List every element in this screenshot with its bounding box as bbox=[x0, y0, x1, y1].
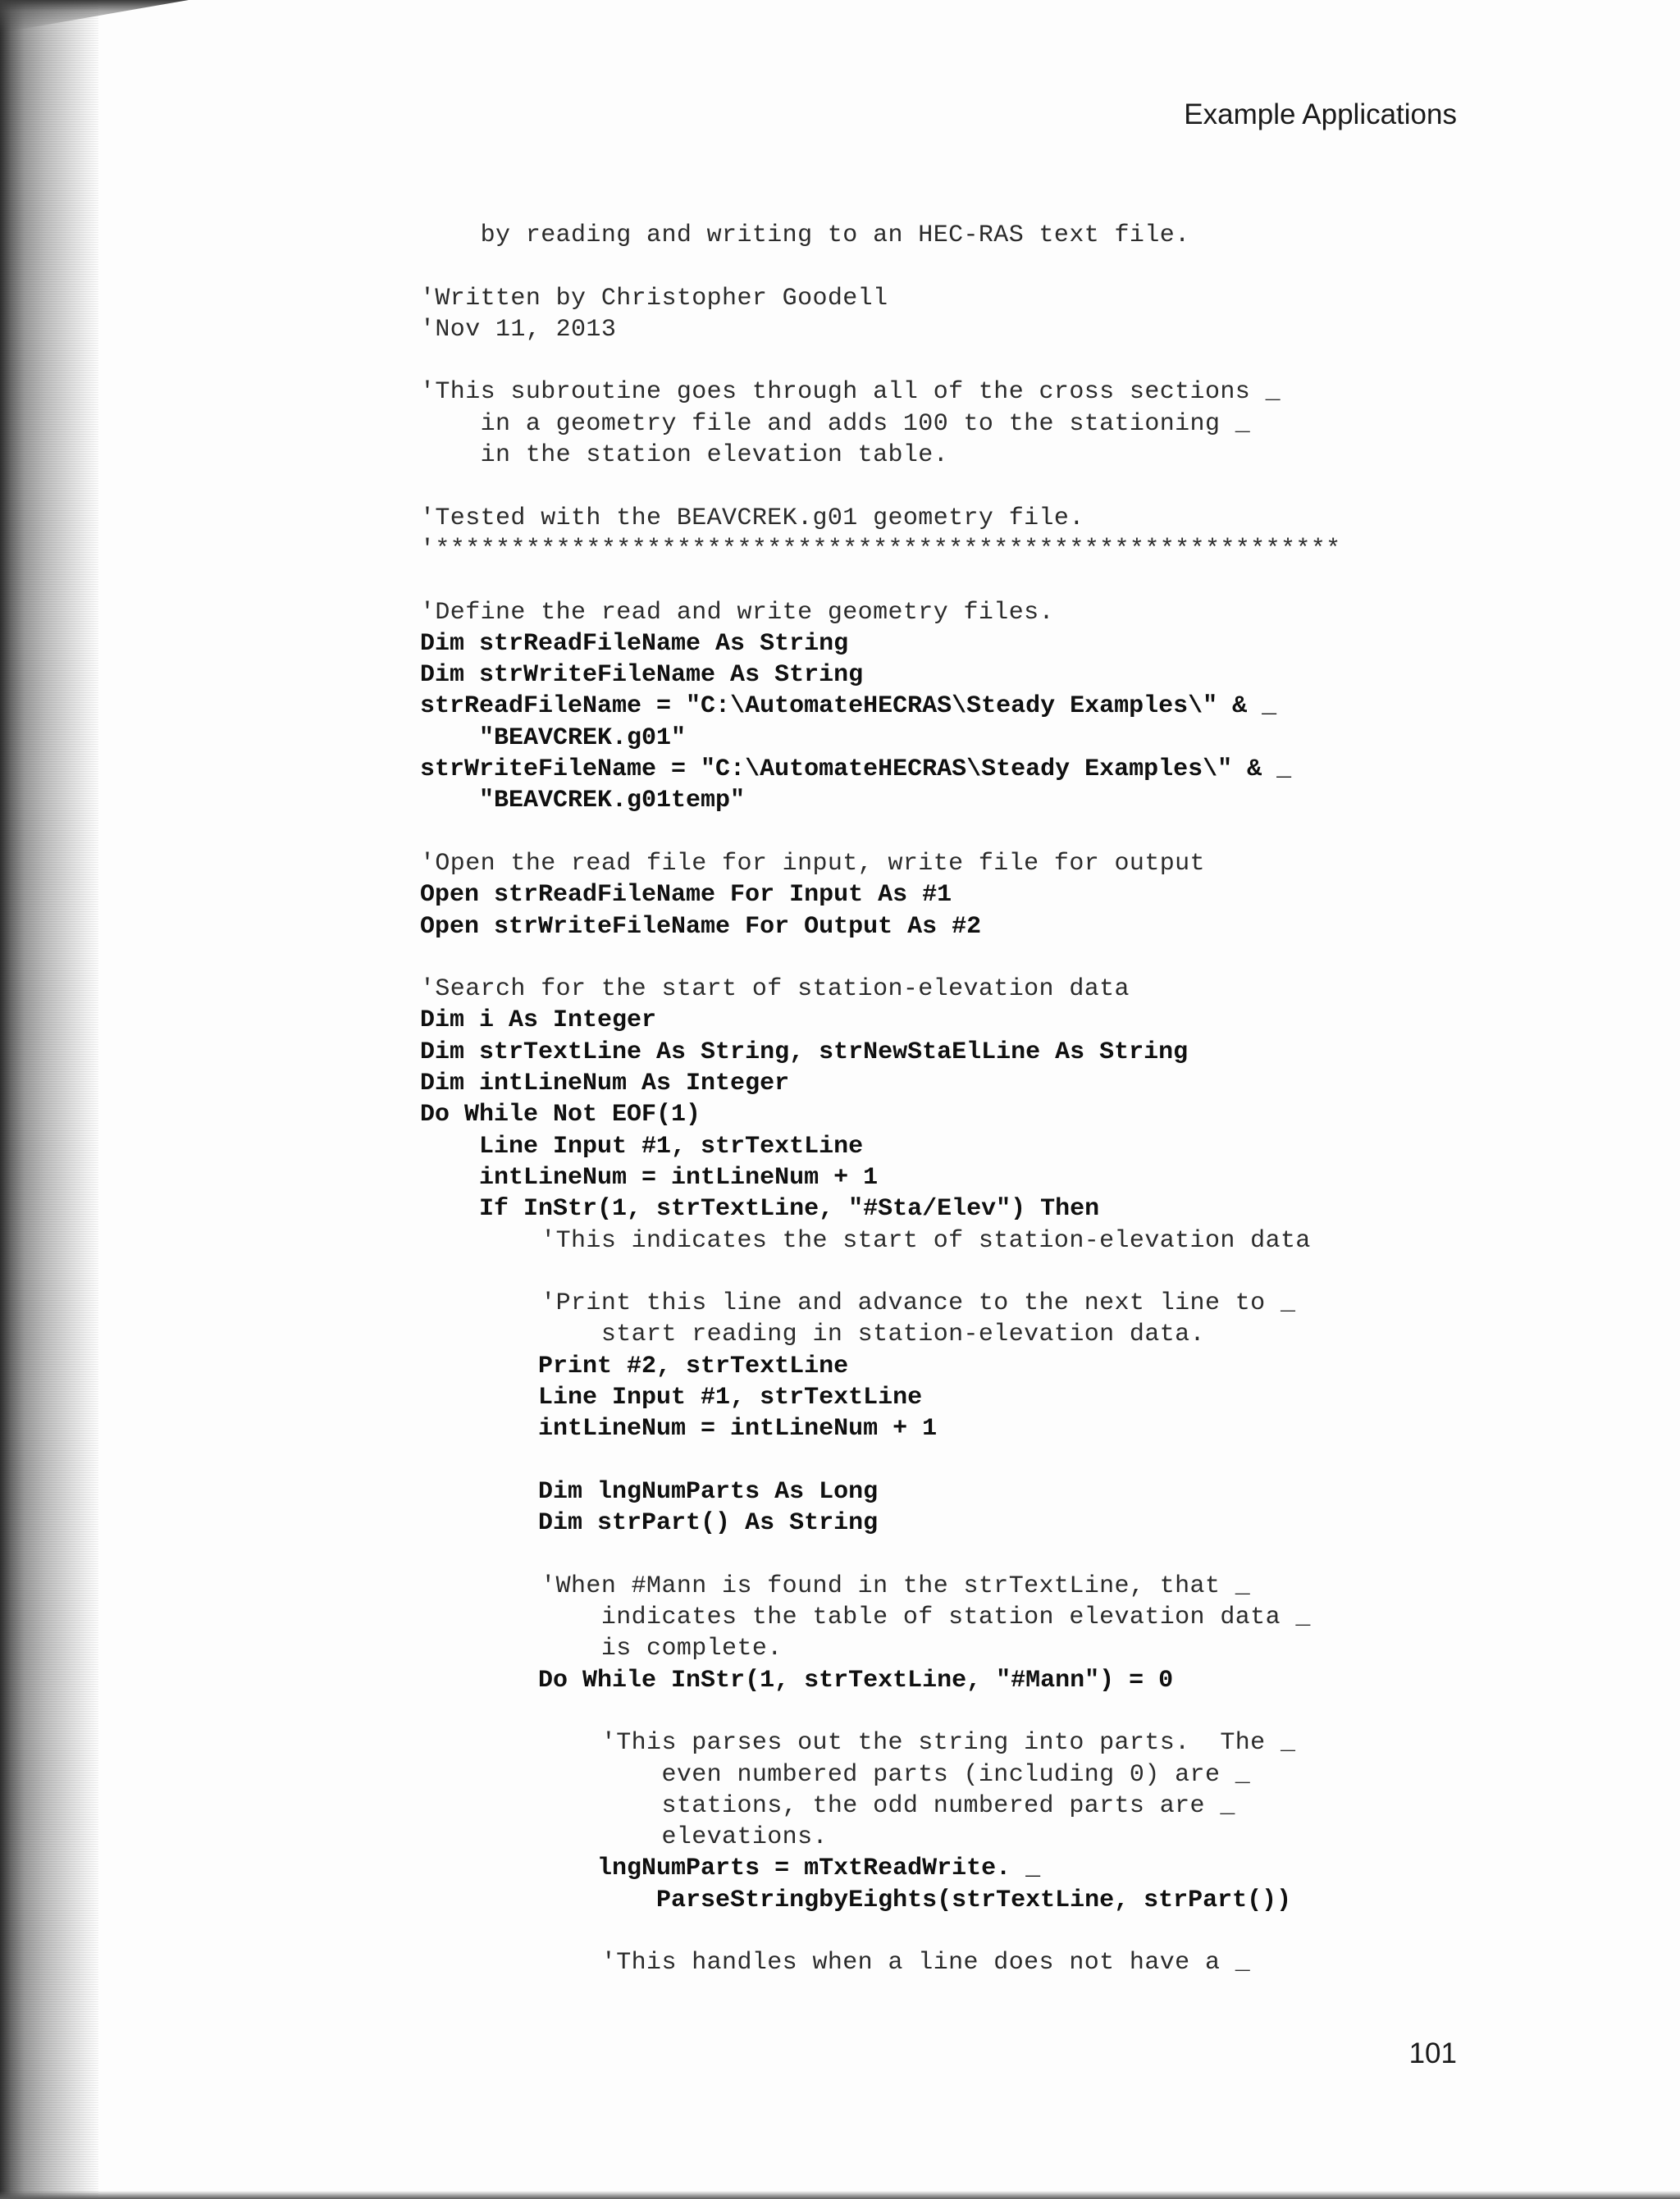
blank-line bbox=[420, 1916, 1341, 1947]
code-statement-line: Do While Not EOF(1) bbox=[420, 1101, 701, 1129]
code-statement-line: lngNumParts = mTxtReadWrite. _ bbox=[420, 1855, 1041, 1883]
blank-line bbox=[420, 471, 1341, 502]
code-statement-line: Dim strWriteFileName As String bbox=[420, 661, 864, 690]
code-comment-line: 'When #Mann is found in the strTextLine, that _ bbox=[420, 1572, 1251, 1600]
code-statement-line: Print #2, strTextLine bbox=[420, 1352, 849, 1380]
code-comment-line: stations, the odd numbered parts are _ bbox=[420, 1791, 1235, 1820]
blank-line bbox=[420, 565, 1341, 596]
code-statement-line: intLineNum = intLineNum + 1 bbox=[420, 1163, 879, 1192]
code-comment-line: is complete. bbox=[420, 1635, 783, 1663]
blank-line bbox=[420, 817, 1341, 848]
code-comment-line: 'Define the read and write geometry files. bbox=[420, 598, 1054, 627]
code-statement-line: Dim strTextLine As String, strNewStaElLine As String bbox=[420, 1038, 1189, 1066]
code-comment-line: even numbered parts (including 0) are _ bbox=[420, 1760, 1251, 1789]
code-statement-line: Line Input #1, strTextLine bbox=[420, 1383, 923, 1412]
code-statement-line: ParseStringbyEights(strTextLine, strPart()) bbox=[420, 1886, 1292, 1914]
code-statement-line: Dim i As Integer bbox=[420, 1006, 657, 1035]
code-comment-line: 'This handles when a line does not have a _ bbox=[420, 1949, 1251, 1978]
code-comment-line: 'Print this line and advance to the next line to _ bbox=[420, 1289, 1296, 1318]
blank-line bbox=[420, 1445, 1341, 1476]
code-statement-line: Dim strPart() As String bbox=[420, 1509, 879, 1538]
code-comment-line: elevations. bbox=[420, 1823, 828, 1852]
code-comment-line: '************************************************************ bbox=[420, 535, 1341, 563]
code-comment-line: 'This indicates the start of station-elevation data bbox=[420, 1226, 1311, 1255]
blank-line bbox=[420, 942, 1341, 974]
code-listing bbox=[420, 220, 1341, 1979]
code-comment-line: 'This parses out the string into parts. The _ bbox=[420, 1729, 1296, 1758]
code-statement-line: Dim strReadFileName As String bbox=[420, 629, 849, 658]
code-statement-line: Dim lngNumParts As Long bbox=[420, 1477, 879, 1506]
code-comment-line: indicates the table of station elevation data _ bbox=[420, 1604, 1311, 1632]
code-comment-line: 'Search for the start of station-elevation data bbox=[420, 975, 1130, 1004]
blank-line bbox=[420, 251, 1341, 282]
page-number: 101 bbox=[1408, 2037, 1457, 2069]
code-statement-line: Line Input #1, strTextLine bbox=[420, 1132, 864, 1161]
code-comment-line: 'Tested with the BEAVCREK.g01 geometry file. bbox=[420, 504, 1084, 532]
code-comment-line: by reading and writing to an HEC-RAS text file. bbox=[420, 221, 1190, 249]
code-statement-line: Dim intLineNum As Integer bbox=[420, 1070, 790, 1098]
blank-line bbox=[420, 345, 1341, 376]
blank-line bbox=[420, 1257, 1341, 1288]
blank-line bbox=[420, 1696, 1341, 1727]
code-comment-line: 'Open the read file for input, write file for output bbox=[420, 849, 1205, 878]
code-comment-line: 'This subroutine goes through all of the cross sections _ bbox=[420, 378, 1281, 407]
blank-line bbox=[420, 1539, 1341, 1570]
scan-binding-shadow bbox=[0, 0, 98, 2199]
code-statement-line: "BEAVCREK.g01temp" bbox=[420, 787, 746, 815]
code-comment-line: 'Nov 11, 2013 bbox=[420, 315, 617, 344]
code-statement-line: "BEAVCREK.g01" bbox=[420, 723, 687, 752]
code-comment-line: start reading in station-elevation data. bbox=[420, 1321, 1205, 1349]
code-statement-line: Do While InStr(1, strTextLine, "#Mann") = 0 bbox=[420, 1666, 1174, 1695]
code-comment-line: in a geometry file and adds 100 to the stationing _ bbox=[420, 409, 1251, 438]
code-statement-line: Open strWriteFileName For Output As #2 bbox=[420, 912, 982, 941]
code-comment-line: 'Written by Christopher Goodell bbox=[420, 284, 888, 313]
scan-bottom-edge bbox=[0, 2191, 1680, 2199]
code-statement-line: intLineNum = intLineNum + 1 bbox=[420, 1415, 938, 1444]
code-statement-line: Open strReadFileName For Input As #1 bbox=[420, 881, 952, 910]
running-header: Example Applications bbox=[1184, 98, 1457, 130]
code-comment-line: in the station elevation table. bbox=[420, 441, 949, 470]
code-statement-line: strWriteFileName = "C:\AutomateHECRAS\Steady Examples\" & _ bbox=[420, 755, 1292, 784]
code-statement-line: strReadFileName = "C:\AutomateHECRAS\Steady Examples\" & _ bbox=[420, 692, 1277, 721]
code-statement-line: If InStr(1, strTextLine, "#Sta/Elev") Then bbox=[420, 1195, 1100, 1224]
